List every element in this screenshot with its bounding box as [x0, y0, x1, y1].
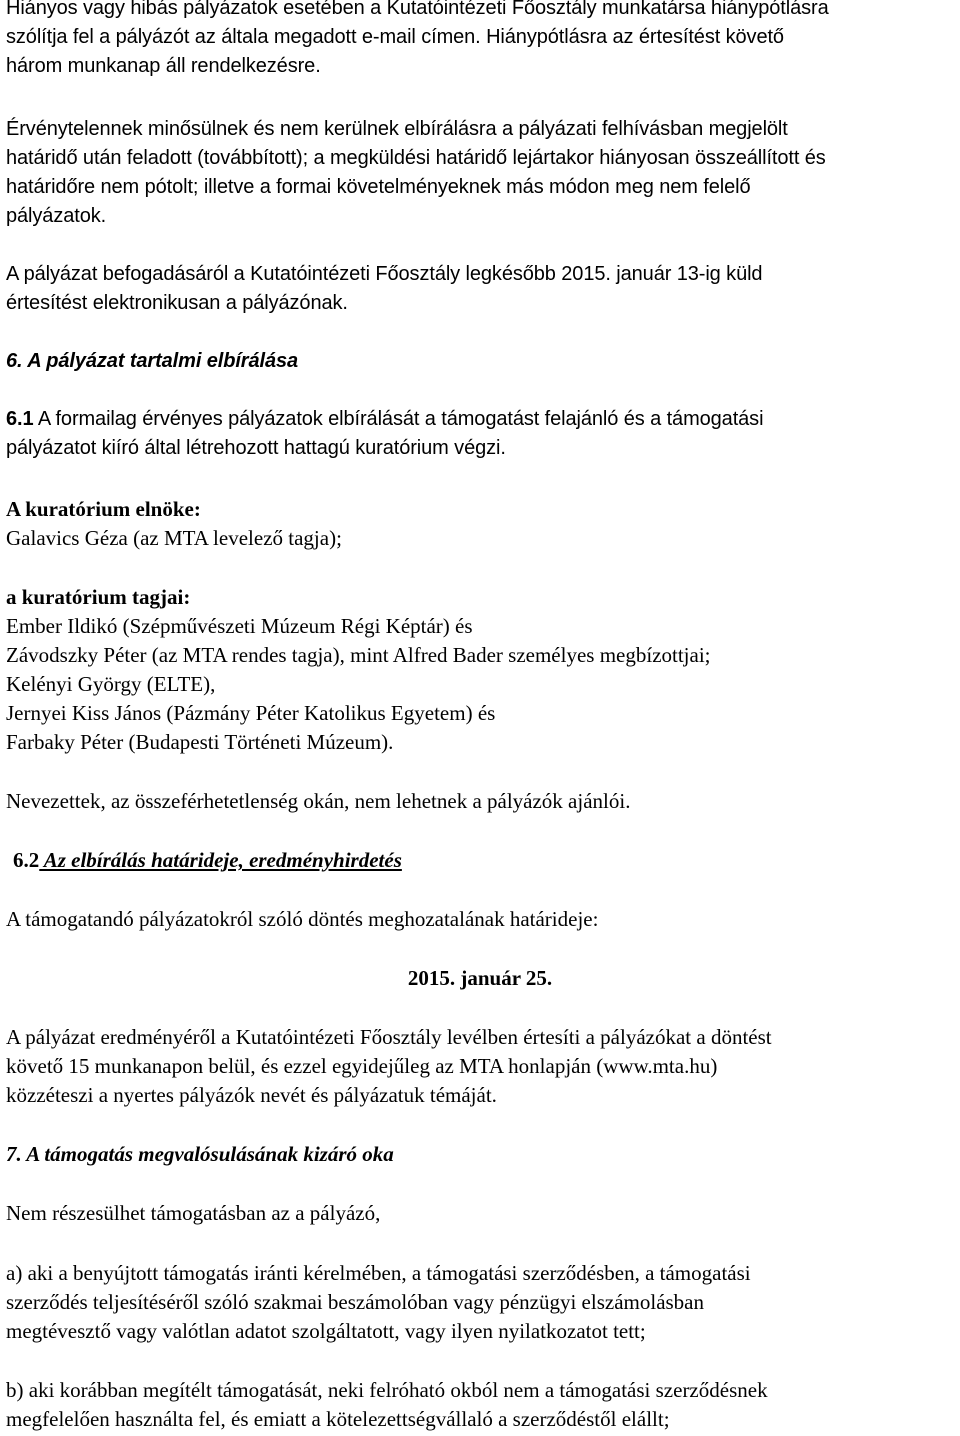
section-7-intro: Nem részesülhet támogatásban az a pályázó, — [6, 1201, 381, 1225]
result-line: A pályázat eredményéről a Kutatóintézeti Főosztály levélben értesíti a pályázókat a döntést — [6, 1025, 772, 1049]
paragraph-line: határidő után feladott (továbbított); a megküldési határidő lejártakor hiányosan összeállított és — [6, 147, 826, 169]
paragraph-line: három munkanap áll rendelkezésre. — [6, 55, 321, 77]
member-line: Ember Ildikó (Szépművészeti Múzeum Régi Képtár) és — [6, 614, 473, 638]
nominees-note: Nevezettek, az összeférhetetlenség okán, nem lehetnek a pályázók ajánlói. — [6, 789, 631, 813]
section-6-1-number: 6.1 — [6, 408, 34, 430]
deadline-label: A támogatandó pályázatokról szóló döntés meghozatalának határideje: — [6, 907, 599, 931]
section-6-heading: 6. A pályázat tartalmi elbírálása — [6, 350, 299, 372]
chair-name: Galavics Géza (az MTA levelező tagja); — [6, 526, 342, 550]
section-6-2-title: Az elbírálás határideje, eredményhirdetés — [39, 848, 402, 872]
paragraph-line: határidőre nem pótolt; illetve a formai követelményeknek más módon meg nem felelő — [6, 176, 751, 198]
item-b-line: megfelelően használta fel, és emiatt a kötelezettségvállaló a szerződéstől elállt; — [6, 1407, 670, 1431]
member-line: Farbaky Péter (Budapesti Történeti Múzeum). — [6, 730, 394, 754]
member-line: Závodszky Péter (az MTA rendes tagja), mint Alfred Bader személyes megbízottjai; — [6, 643, 711, 667]
item-a-line: szerződés teljesítéséről szóló szakmai beszámolóban vagy pénzügyi elszámolásban — [6, 1290, 705, 1314]
section-6-2-heading — [13, 848, 402, 873]
paragraph-line: pályázatot kiíró által létrehozott hattagú kuratórium végzi. — [6, 437, 506, 459]
paragraph-line: pályázatok. — [6, 205, 107, 227]
chair-heading: A kuratórium elnöke: — [6, 497, 201, 521]
section-7-heading: 7. A támogatás megvalósulásának kizáró oka — [6, 1142, 394, 1166]
section-6-1-text: A formailag érvényes pályázatok elbírálását a támogatást felajánló és a támogatási — [33, 408, 764, 430]
item-a-line: a) aki a benyújtott támogatás iránti kérelmében, a támogatási szerződésben, a támogatási — [6, 1261, 751, 1285]
deadline-date: 2015. január 25. — [407, 966, 553, 990]
paragraph-line: értesítést elektronikusan a pályázónak. — [6, 292, 348, 314]
member-line: Kelényi György (ELTE), — [6, 672, 216, 696]
paragraph-line: Érvénytelennek minősülnek és nem kerülnek elbírálásra a pályázati felhívásban megjelölt — [6, 118, 788, 140]
paragraph-line: Hiányos vagy hibás pályázatok esetében a Kutatóintézeti Főosztály munkatársa hiánypótlásra — [6, 0, 829, 19]
member-line: Jernyei Kiss János (Pázmány Péter Katolikus Egyetem) és — [6, 701, 496, 725]
section-6-1-line — [6, 408, 763, 431]
item-b-line: b) aki korábban megítélt támogatását, neki felróható okból nem a támogatási szerződésnek — [6, 1378, 768, 1402]
result-line: közzéteszi a nyertes pályázók nevét és pályázatuk témáját. — [6, 1083, 497, 1107]
members-heading: a kuratórium tagjai: — [6, 585, 191, 609]
section-6-2-number: 6.2 — [13, 848, 40, 872]
result-line: követő 15 munkanapon belül, és ezzel egyidejűleg az MTA honlapján (www.mta.hu) — [6, 1054, 718, 1078]
item-a-line: megtévesztő vagy valótlan adatot szolgáltatott, vagy ilyen nyilatkozatot tett; — [6, 1319, 646, 1343]
paragraph-line: szólítja fel a pályázót az általa megadott e-mail címen. Hiánypótlásra az értesítést követő — [6, 26, 784, 48]
paragraph-line: A pályázat befogadásáról a Kutatóintézeti Főosztály legkésőbb 2015. január 13-ig küld — [6, 263, 763, 285]
